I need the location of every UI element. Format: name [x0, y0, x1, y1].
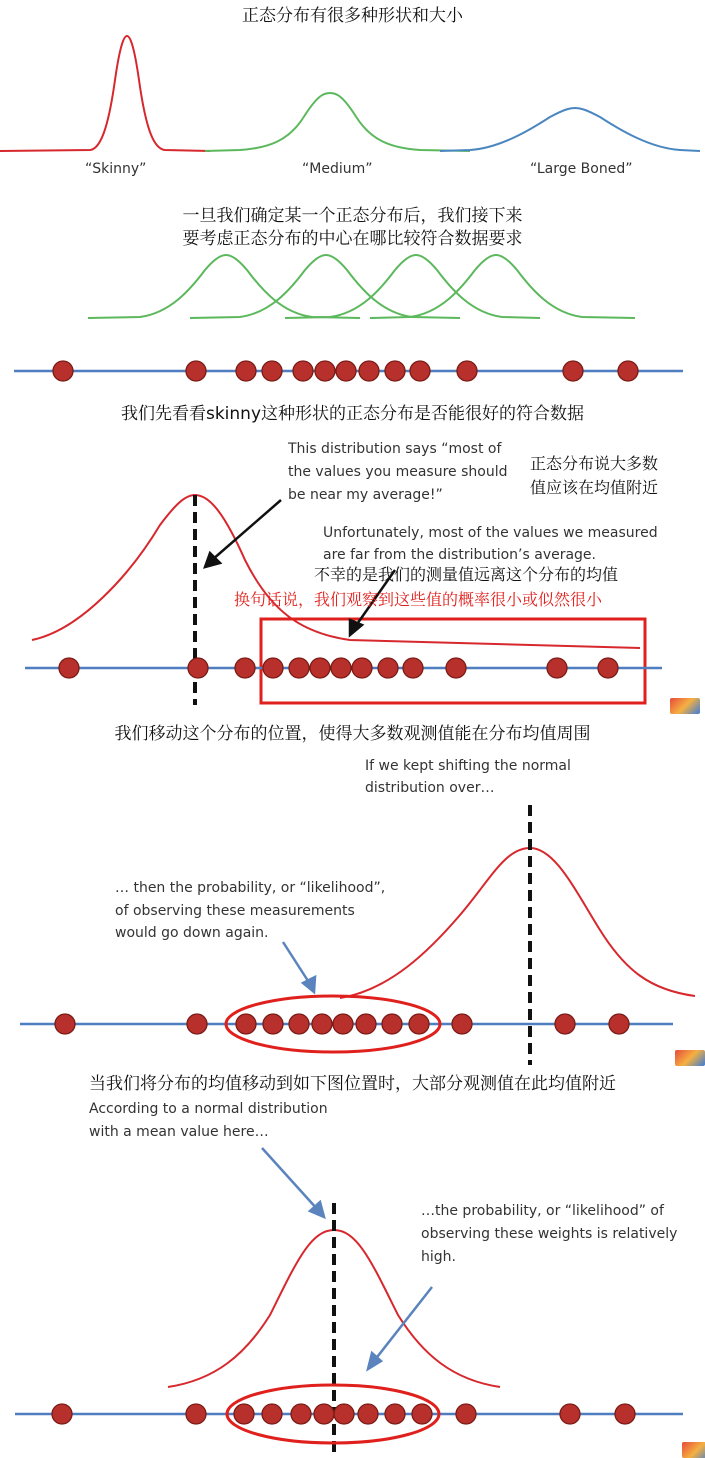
note-unfortunately-1: Unfortunately, most of the values we measured — [323, 525, 658, 541]
arrow-head — [350, 620, 362, 635]
dot — [352, 658, 372, 678]
dot — [382, 1014, 402, 1034]
dot — [385, 361, 405, 381]
arrow-head — [303, 977, 315, 992]
dot — [263, 1014, 283, 1034]
panel-skinny-fit — [0, 395, 705, 720]
panel4-caption: 我们移动这个分布的位置，使得大多数观测值能在分布均值周围 — [114, 724, 591, 744]
dot — [186, 1404, 206, 1424]
dot — [315, 361, 335, 381]
dot — [456, 1404, 476, 1424]
arrow-shaft — [283, 942, 310, 984]
dot — [187, 1014, 207, 1034]
dot — [598, 658, 618, 678]
panel-centers — [0, 195, 705, 395]
dot — [52, 1404, 72, 1424]
dot — [358, 1404, 378, 1424]
panel3-caption: 我们先看看skinny这种形状的正态分布是否能很好的符合数据 — [120, 404, 585, 424]
note-unfortunately-2: are far from the distribution’s average. — [323, 547, 596, 563]
dot — [457, 361, 477, 381]
dot — [334, 1404, 354, 1424]
green-curve-3 — [285, 255, 540, 318]
note-high-3: high. — [421, 1249, 456, 1265]
note-go-down-3: would go down again. — [115, 925, 269, 941]
note-kept-shifting-1: If we kept shifting the normal — [365, 758, 571, 774]
panel-shifted — [0, 720, 705, 1065]
panel5-caption: 当我们将分布的均值移动到如下图位置时，大部分观测值在此均值附近 — [89, 1074, 616, 1094]
dot — [188, 658, 208, 678]
dot — [336, 361, 356, 381]
note-most-values-1: This distribution says “most of — [288, 441, 502, 457]
note-mean-here-2: with a mean value here… — [89, 1124, 269, 1140]
dot — [333, 1014, 353, 1034]
arrow-to-mean — [212, 500, 281, 560]
dot — [446, 658, 466, 678]
dot — [235, 658, 255, 678]
dot — [547, 658, 567, 678]
panel-good-fit — [0, 1065, 705, 1458]
dot — [289, 1014, 309, 1034]
dot — [262, 1404, 282, 1424]
logo-badge — [682, 1442, 705, 1458]
panel2-caption-line1: 一旦我们确定某一个正态分布后，我们接下来 — [182, 206, 523, 226]
dot — [385, 1404, 405, 1424]
dot — [412, 1404, 432, 1424]
skinny-curve — [0, 36, 210, 151]
label-large-boned: “Large Boned” — [530, 161, 633, 177]
note-most-values-3: be near my average!” — [288, 487, 443, 503]
dot — [403, 658, 423, 678]
dot — [262, 361, 282, 381]
green-curve-2 — [190, 255, 460, 318]
dot — [563, 361, 583, 381]
dot — [609, 1014, 629, 1034]
shifted-red-curve — [340, 848, 695, 998]
dot — [291, 1404, 311, 1424]
good-fit-svg — [0, 1065, 705, 1458]
dot — [618, 361, 638, 381]
dot — [359, 361, 379, 381]
centers-svg — [0, 195, 705, 395]
dot — [356, 1014, 376, 1034]
note-mean-here-1: According to a normal distribution — [89, 1101, 328, 1117]
cn-note-1b: 值应该在均值附近 — [530, 478, 659, 497]
dot — [263, 658, 283, 678]
note-most-values-2: the values you measure should — [288, 464, 508, 480]
dot — [409, 1014, 429, 1034]
blue-arrows — [262, 1148, 432, 1369]
label-medium: “Medium” — [302, 161, 373, 177]
panel-shapes — [0, 0, 705, 195]
dot — [53, 361, 73, 381]
cn-note-2b: 换句话说，我们观察到这些值的概率很小或似然很小 — [234, 590, 603, 609]
cn-note-1a: 正态分布说大多数 — [530, 454, 659, 473]
dot — [314, 1404, 334, 1424]
shifted-svg — [0, 720, 705, 1065]
dot — [378, 658, 398, 678]
label-skinny: “Skinny” — [85, 161, 147, 177]
logo-badge — [670, 698, 700, 714]
dot — [312, 1014, 332, 1034]
blue-arrow — [283, 942, 315, 992]
dot — [560, 1404, 580, 1424]
logo-badge — [675, 1050, 705, 1066]
large-boned-curve — [440, 108, 700, 151]
note-high-1: …the probability, or “likelihood” of — [421, 1203, 664, 1219]
dot — [293, 361, 313, 381]
green-curve-1 — [88, 255, 360, 318]
dot — [452, 1014, 472, 1034]
dot — [236, 361, 256, 381]
dot — [236, 1014, 256, 1034]
arrow-to-dots-shaft — [374, 1287, 432, 1361]
green-curve-4 — [370, 255, 635, 318]
dot — [59, 658, 79, 678]
panel1-title: 正态分布有很多种形状和大小 — [242, 6, 463, 26]
dot — [186, 361, 206, 381]
arrow-to-mean-shaft — [262, 1148, 318, 1210]
medium-curve — [205, 93, 470, 151]
note-go-down-1: … then the probability, or “likelihood”, — [115, 880, 386, 896]
dot — [615, 1404, 635, 1424]
note-high-2: observing these weights is relatively — [421, 1226, 678, 1242]
note-kept-shifting-2: distribution over… — [365, 780, 495, 796]
dot — [310, 658, 330, 678]
dot — [331, 658, 351, 678]
dot — [289, 658, 309, 678]
dot — [55, 1014, 75, 1034]
cn-note-2a: 不幸的是我们的测量值远离这个分布的均值 — [314, 565, 619, 584]
note-go-down-2: of observing these measurements — [115, 903, 355, 919]
dot — [234, 1404, 254, 1424]
panel2-caption-line2: 要考虑正态分布的中心在哪比较符合数据要求 — [182, 229, 523, 249]
dot — [555, 1014, 575, 1034]
dot — [410, 361, 430, 381]
